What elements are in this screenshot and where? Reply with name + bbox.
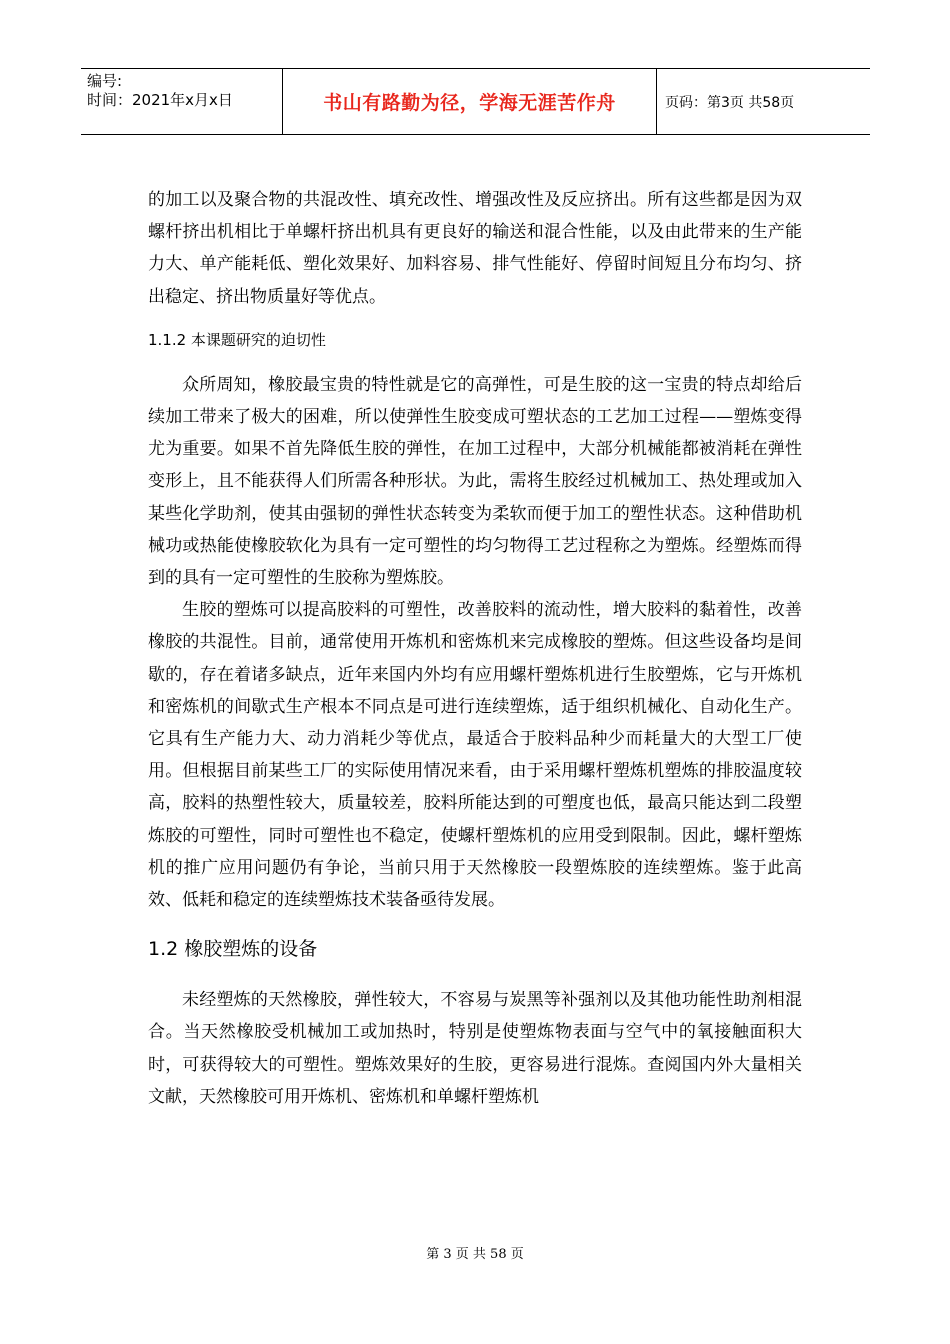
document-body bbox=[148, 184, 802, 1113]
doc-number-label: 编号: bbox=[87, 72, 123, 90]
paragraph-continued: 的加工以及聚合物的共混改性、填充改性、增强改性及反应挤出。所有这些都是因为双螺杆挤出机相比于单螺杆挤出机具有更良好的输送和混合性能，以及由此带来的生产能力大、单产能耗低、塑化效果好、加料容易、排气性能好、停留时间短且分布均匀、挤出稳定、挤出物质量好等优点。 bbox=[148, 190, 802, 307]
section-heading-1-2: 1.2 橡胶塑炼的设备 bbox=[148, 938, 318, 961]
page-code: 页码：第3页 共58页 bbox=[665, 94, 795, 111]
paragraph-rubber-plasticity: 众所周知，橡胶最宝贵的特性就是它的高弹性，可是生胶的这一宝贵的特点却给后续加工带来了极大的困难，所以使弹性生胶变成可塑状态的工艺加工过程——塑炼变得尤为重要。如果不首先降低生胶的弹性，在加工过程中，大部分机械能都被消耗在弹性变形上，且不能获得人们所需各种形状。为此，需将生胶经过机械加工、热处理或加入某些化学助剂，使其由强韧的弹性状态转变为柔软而便于加工的塑性状态。这种借助机械功或热能使橡胶软化为具有一定可塑性的均匀物得工艺过程称之为塑炼。经塑炼而得到的具有一定可塑性的生胶称为塑炼胶。 bbox=[148, 374, 802, 589]
header-info-cell bbox=[81, 69, 283, 134]
time-label: 时间：2021年x月x日 bbox=[87, 91, 233, 109]
page-footer: 第 3 页 共 58 页 bbox=[426, 1247, 524, 1262]
paragraph-mastication-equipment: 生胶的塑炼可以提高胶料的可塑性，改善胶料的流动性，增大胶料的黏着性，改善橡胶的共混性。目前，通常使用开炼机和密炼机来完成橡胶的塑炼。但这些设备均是间歇的，存在着诸多缺点，近年来国内外均有应用螺杆塑炼机进行生胶塑炼，它与开炼机和密炼机的间歇式生产根本不同点是可进行连续塑炼，适于组织机械化、自动化生产。它具有生产能力大、动力消耗少等优点，最适合于胶料品种少而耗量大的大型工厂使用。但根据目前某些工厂的实际使用情况来看，由于采用螺杆塑炼机塑炼的排胶温度较高，胶料的热塑性较大，质量较差，胶料所能达到的可塑度也低，最高只能达到二段塑炼胶的可塑性，同时可塑性也不稳定，使螺杆塑炼机的应用受到限制。因此，螺杆塑炼机的推广应用问题仍有争论，当前只用于天然橡胶一段塑炼胶的连续塑炼。鉴于此高效、低耗和稳定的连续塑炼技术装备亟待发展。 bbox=[148, 600, 802, 911]
page-header bbox=[81, 68, 870, 135]
header-motto-cell bbox=[283, 69, 657, 134]
section-heading-1-1-2: 1.1.2 本课题研究的迫切性 bbox=[148, 330, 326, 349]
motto-text: 书山有路勤为径，学海无涯苦作舟 bbox=[323, 92, 616, 114]
paragraph-natural-rubber: 未经塑炼的天然橡胶，弹性较大，不容易与炭黑等补强剂以及其他功能性助剂相混合。当天然橡胶受机械加工或加热时，特别是使塑炼物表面与空气中的氧接触面积大时，可获得较大的可塑性。塑炼效果好的生胶，更容易进行混炼。查阅国内外大量相关文献，天然橡胶可用开炼机、密炼机和单螺杆塑炼机 bbox=[148, 990, 802, 1107]
header-page-cell bbox=[657, 69, 870, 134]
